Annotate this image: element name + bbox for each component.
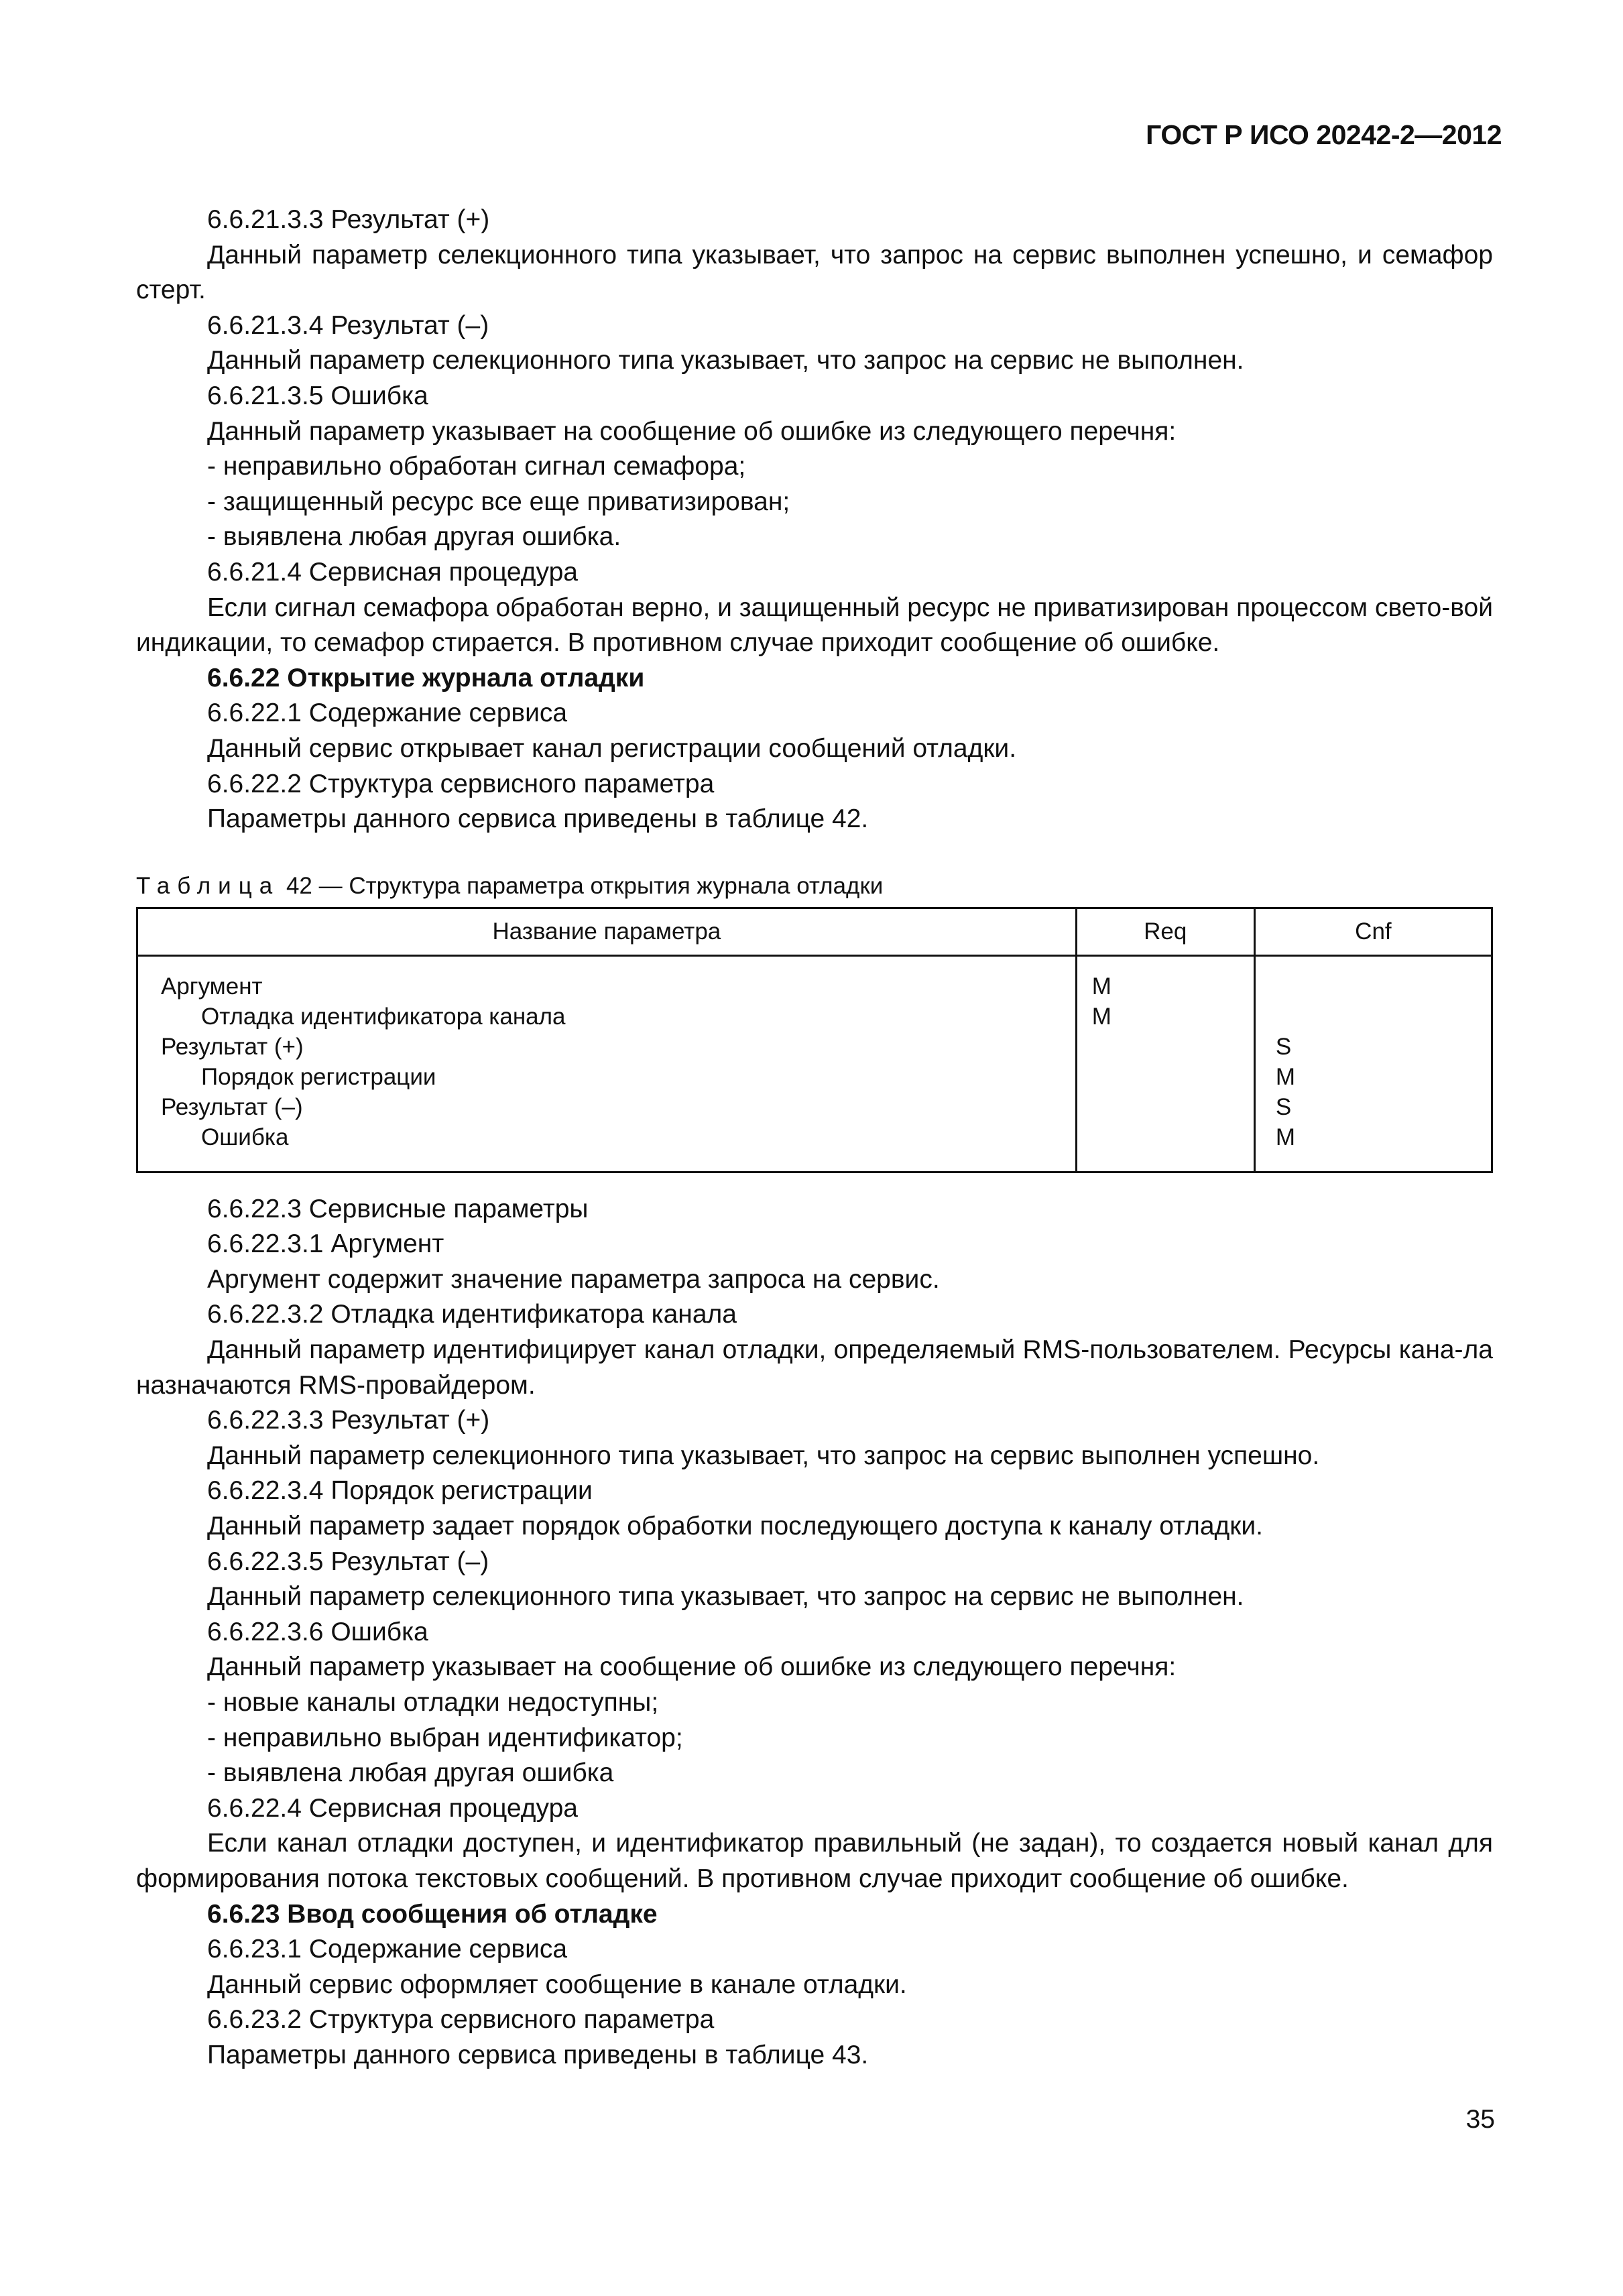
paragraph: Данный параметр селекционного типа указывает, что запрос на сервис не выполнен. xyxy=(207,1582,1244,1612)
column-req-values xyxy=(1076,955,1254,1172)
req-value: M xyxy=(1091,973,1111,1000)
paragraph: 6.6.22.3.3 Результат (+) xyxy=(207,1406,490,1435)
parameter-name: Аргумент xyxy=(161,973,263,1000)
paragraph: 6.6.22.2 Структура сервисного параметра xyxy=(207,769,715,798)
cnf-value: M xyxy=(1275,1124,1295,1150)
paragraph: - выявлена любая другая ошибка xyxy=(207,1758,614,1788)
parameter-name: Ошибка xyxy=(201,1124,289,1150)
parameter-name: Результат (+) xyxy=(161,1033,304,1060)
req-value xyxy=(1092,1122,1254,1152)
paragraph: - неправильно обработан сигнал семафора; xyxy=(207,452,746,481)
paragraph: Данный параметр селекционного типа указывает, что запрос на сервис выполнен успешно, и семафор стерт. xyxy=(136,240,1493,305)
column-cnf-values xyxy=(1254,955,1492,1172)
page-body xyxy=(136,202,1493,2073)
paragraph: Аргумент содержит значение параметра запроса на сервис. xyxy=(207,1264,940,1294)
paragraph: Данный параметр идентифицирует канал отладки, определяемый RMS-пользователем. Ресурсы кана-ла назначаются RMS-провайдером. xyxy=(136,1335,1493,1400)
parameter-name: Результат (–) xyxy=(161,1093,303,1120)
parameter-table xyxy=(136,907,1493,1173)
paragraph: 6.6.22.1 Содержание сервиса xyxy=(207,699,568,728)
paragraphs-top xyxy=(136,202,1493,837)
paragraph: - новые каналы отладки недоступны; xyxy=(207,1688,659,1717)
paragraph: - защищенный ресурс все еще приватизирован; xyxy=(207,487,790,516)
paragraph: 6.6.22.4 Сервисная процедура xyxy=(207,1793,578,1823)
paragraph: Параметры данного сервиса приведены в таблице 43. xyxy=(207,2040,869,2069)
paragraph: 6.6.22.3.1 Аргумент xyxy=(207,1229,444,1259)
paragraph: Данный сервис открывает канал регистрации сообщений отладки. xyxy=(207,733,1017,763)
paragraphs-bottom xyxy=(136,1192,1493,2073)
cnf-value xyxy=(1276,1002,1491,1032)
paragraph: 6.6.21.3.4 Результат (–) xyxy=(207,310,489,340)
req-value xyxy=(1092,1032,1254,1062)
paragraph: 6.6.22.3 Сервисные параметры xyxy=(207,1194,589,1223)
paragraph: 6.6.22.3.2 Отладка идентификатора канала xyxy=(207,1300,737,1329)
cnf-value: M xyxy=(1275,1063,1295,1090)
header-parameter-name: Название параметра xyxy=(137,908,1077,955)
table-header-row xyxy=(137,908,1492,955)
table-caption-label: Таблица xyxy=(136,872,280,899)
paragraph: - выявлена любая другая ошибка. xyxy=(207,522,621,552)
cnf-value: S xyxy=(1275,1033,1292,1060)
paragraph: - неправильно выбран идентификатор; xyxy=(207,1723,683,1752)
paragraph: 6.6.22.3.4 Порядок регистрации xyxy=(207,1476,593,1506)
paragraph: 6.6.22.3.6 Ошибка xyxy=(207,1617,428,1646)
header-req: Req xyxy=(1076,908,1254,955)
paragraph: 6.6.23.1 Содержание сервиса xyxy=(207,1935,568,1964)
cnf-value xyxy=(1276,971,1491,1002)
document-code-header: ГОСТ Р ИСО 20242-2—2012 xyxy=(1146,119,1502,150)
section-heading: 6.6.22 Открытие журнала отладки xyxy=(207,663,645,692)
paragraph: Если сигнал семафора обработан верно, и защищенный ресурс не приватизирован процессом свето-вой индикации, то семафор стирается. В противном случае приходит сообщение об ошибке. xyxy=(136,593,1493,658)
paragraph: 6.6.21.3.3 Результат (+) xyxy=(207,205,490,234)
paragraph: Данный сервис оформляет сообщение в канале отладки. xyxy=(207,1970,907,1999)
paragraph: Данный параметр указывает на сообщение об ошибке из следующего перечня: xyxy=(207,416,1177,446)
req-value xyxy=(1092,1062,1254,1092)
paragraph: 6.6.21.4 Сервисная процедура xyxy=(207,557,578,587)
paragraph: Данный параметр задает порядок обработки последующего доступа к каналу отладки. xyxy=(207,1512,1263,1541)
header-cnf: Cnf xyxy=(1254,908,1492,955)
paragraph: Данный параметр селекционного типа указывает, что запрос на сервис не выполнен. xyxy=(207,346,1244,375)
section-heading: 6.6.23 Ввод сообщения об отладке xyxy=(207,1899,658,1929)
table-caption-title: 42 — Структура параметра открытия журнала отладки xyxy=(280,872,884,899)
table-body-row xyxy=(137,955,1492,1172)
cnf-value: S xyxy=(1275,1093,1292,1120)
paragraph: Параметры данного сервиса приведены в таблице 42. xyxy=(207,804,869,834)
paragraph: Если канал отладки доступен, и идентификатор правильный (не задан), то создается новый канал для формирования потока текстовых сообщений. В противном случае приходит сообщение об ошибке. xyxy=(136,1829,1493,1893)
req-value xyxy=(1092,1092,1254,1122)
parameter-name: Порядок регистрации xyxy=(201,1063,436,1090)
column-parameter-names xyxy=(137,955,1077,1172)
paragraph: Данный параметр селекционного типа указывает, что запрос на сервис выполнен успешно. xyxy=(207,1441,1320,1470)
page-number: 35 xyxy=(1465,2105,1495,2134)
paragraph: Данный параметр указывает на сообщение об ошибке из следующего перечня: xyxy=(207,1652,1177,1682)
table-caption xyxy=(136,869,1493,903)
paragraph: 6.6.23.2 Структура сервисного параметра xyxy=(207,2005,715,2035)
req-value: M xyxy=(1091,1003,1111,1030)
paragraph: 6.6.22.3.5 Результат (–) xyxy=(207,1547,489,1576)
parameter-name: Отладка идентификатора канала xyxy=(201,1003,566,1030)
paragraph: 6.6.21.3.5 Ошибка xyxy=(207,381,428,410)
